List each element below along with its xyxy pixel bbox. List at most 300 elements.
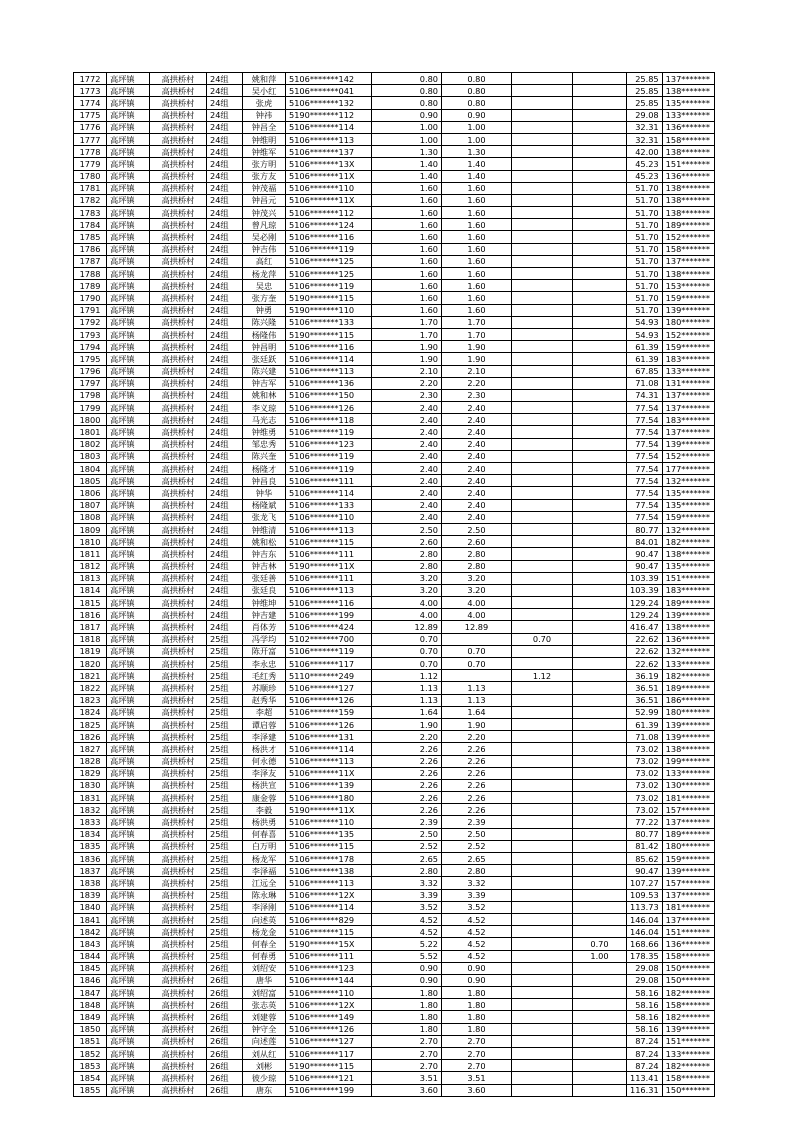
phone-cell: 137******* (662, 426, 714, 438)
area-total-cell: 1.40 (372, 170, 442, 182)
area-c-cell (573, 511, 627, 523)
area-c-cell (573, 779, 627, 791)
area-total-cell: 1.60 (372, 231, 442, 243)
table-row (74, 755, 715, 767)
area-c-cell (573, 304, 627, 316)
name-cell: 张龙飞 (243, 511, 286, 523)
seq-no-cell: 1773 (74, 85, 107, 97)
village-cell: 高拱桥村 (150, 1035, 207, 1047)
area-a-cell: 1.60 (442, 231, 512, 243)
amount-cell: 77.54 (627, 438, 663, 450)
area-total-cell: 2.30 (372, 389, 442, 401)
group-cell: 24组 (207, 182, 243, 194)
area-c-cell (573, 706, 627, 718)
table-row (74, 913, 715, 925)
area-b-cell (512, 755, 573, 767)
name-cell: 杨洪勇 (243, 816, 286, 828)
group-cell: 24组 (207, 389, 243, 401)
table-row (74, 463, 715, 475)
area-total-cell: 2.80 (372, 560, 442, 572)
town-cell: 高坪镇 (107, 840, 150, 852)
area-b-cell (512, 609, 573, 621)
area-b-cell (512, 194, 573, 206)
town-cell: 高坪镇 (107, 304, 150, 316)
name-cell: 赵秀华 (243, 694, 286, 706)
id-number-cell: 5106*******114 (286, 487, 372, 499)
table-row (74, 633, 715, 645)
village-cell: 高拱桥村 (150, 548, 207, 560)
phone-cell: 133******* (662, 1048, 714, 1060)
name-cell: 曾凡琼 (243, 219, 286, 231)
town-cell: 高坪镇 (107, 853, 150, 865)
amount-cell: 29.08 (627, 974, 663, 986)
town-cell: 高坪镇 (107, 633, 150, 645)
phone-cell: 151******* (662, 158, 714, 170)
group-cell: 24组 (207, 146, 243, 158)
area-b-cell (512, 828, 573, 840)
area-c-cell (573, 536, 627, 548)
name-cell: 姚和萍 (243, 73, 286, 85)
area-c-cell (573, 475, 627, 487)
name-cell: 彼少琼 (243, 1072, 286, 1084)
area-c-cell (573, 755, 627, 767)
phone-cell: 152******* (662, 231, 714, 243)
area-total-cell: 1.13 (372, 694, 442, 706)
phone-cell: 189******* (662, 828, 714, 840)
seq-no-cell: 1781 (74, 182, 107, 194)
group-cell: 25组 (207, 682, 243, 694)
seq-no-cell: 1834 (74, 828, 107, 840)
seq-no-cell: 1804 (74, 463, 107, 475)
town-cell: 高坪镇 (107, 1048, 150, 1060)
name-cell: 钟吉伟 (243, 243, 286, 255)
name-cell: 唐东 (243, 1084, 286, 1096)
phone-cell: 151******* (662, 926, 714, 938)
amount-cell: 74.31 (627, 389, 663, 401)
area-a-cell: 2.30 (442, 389, 512, 401)
town-cell: 高坪镇 (107, 243, 150, 255)
area-a-cell: 1.60 (442, 304, 512, 316)
area-c-cell (573, 913, 627, 925)
amount-cell: 67.85 (627, 365, 663, 377)
name-cell: 陈兴奎 (243, 450, 286, 462)
area-b-cell (512, 438, 573, 450)
name-cell: 李永忠 (243, 658, 286, 670)
name-cell: 李毅 (243, 804, 286, 816)
village-cell: 高拱桥村 (150, 73, 207, 85)
table-row (74, 170, 715, 182)
phone-cell: 136******* (662, 170, 714, 182)
area-total-cell: 0.80 (372, 85, 442, 97)
seq-no-cell: 1803 (74, 450, 107, 462)
area-c-cell (573, 548, 627, 560)
village-cell: 高拱桥村 (150, 85, 207, 97)
seq-no-cell: 1821 (74, 670, 107, 682)
area-total-cell: 2.26 (372, 743, 442, 755)
seq-no-cell: 1797 (74, 377, 107, 389)
group-cell: 24组 (207, 560, 243, 572)
village-cell: 高拱桥村 (150, 682, 207, 694)
town-cell: 高坪镇 (107, 487, 150, 499)
name-cell: 吴必刚 (243, 231, 286, 243)
amount-cell: 61.39 (627, 341, 663, 353)
phone-cell: 182******* (662, 1060, 714, 1072)
area-b-cell (512, 840, 573, 852)
area-a-cell: 2.50 (442, 523, 512, 535)
name-cell: 刘彬 (243, 1060, 286, 1072)
town-cell: 高坪镇 (107, 1035, 150, 1047)
phone-cell: 137******* (662, 73, 714, 85)
phone-cell: 159******* (662, 511, 714, 523)
village-cell: 高拱桥村 (150, 158, 207, 170)
area-c-cell (573, 682, 627, 694)
village-cell: 高拱桥村 (150, 731, 207, 743)
name-cell: 钟守全 (243, 1023, 286, 1035)
village-cell: 高拱桥村 (150, 109, 207, 121)
name-cell: 高红 (243, 255, 286, 267)
area-c-cell (573, 438, 627, 450)
town-cell: 高坪镇 (107, 682, 150, 694)
name-cell: 何春喜 (243, 828, 286, 840)
area-a-cell: 3.39 (442, 889, 512, 901)
group-cell: 25组 (207, 670, 243, 682)
id-number-cell: 5106*******126 (286, 694, 372, 706)
area-b-cell (512, 231, 573, 243)
village-cell: 高拱桥村 (150, 913, 207, 925)
id-number-cell: 5106*******12X (286, 999, 372, 1011)
id-number-cell: 5106*******111 (286, 548, 372, 560)
area-a-cell: 1.60 (442, 219, 512, 231)
table-row (74, 1060, 715, 1072)
village-cell: 高拱桥村 (150, 304, 207, 316)
amount-cell: 29.08 (627, 962, 663, 974)
area-b-cell (512, 304, 573, 316)
group-cell: 25组 (207, 645, 243, 657)
id-number-cell: 5106*******12X (286, 889, 372, 901)
area-a-cell: 3.60 (442, 1084, 512, 1096)
group-cell: 24组 (207, 73, 243, 85)
area-b-cell (512, 999, 573, 1011)
group-cell: 25组 (207, 694, 243, 706)
town-cell: 高坪镇 (107, 97, 150, 109)
amount-cell: 29.08 (627, 109, 663, 121)
town-cell: 高坪镇 (107, 1023, 150, 1035)
amount-cell: 84.01 (627, 536, 663, 548)
group-cell: 25组 (207, 926, 243, 938)
village-cell: 高拱桥村 (150, 121, 207, 133)
group-cell: 24组 (207, 450, 243, 462)
group-cell: 24组 (207, 219, 243, 231)
name-cell: 何春全 (243, 938, 286, 950)
town-cell: 高坪镇 (107, 743, 150, 755)
phone-cell: 138******* (662, 621, 714, 633)
area-a-cell: 1.90 (442, 353, 512, 365)
name-cell: 陈开富 (243, 645, 286, 657)
town-cell: 高坪镇 (107, 463, 150, 475)
table-row (74, 73, 715, 85)
area-c-cell (573, 97, 627, 109)
name-cell: 张廷跃 (243, 353, 286, 365)
area-b-cell (512, 950, 573, 962)
area-total-cell: 2.80 (372, 865, 442, 877)
town-cell: 高坪镇 (107, 402, 150, 414)
area-c-cell (573, 1023, 627, 1035)
area-a-cell: 2.70 (442, 1035, 512, 1047)
area-total-cell: 2.26 (372, 755, 442, 767)
table-row (74, 231, 715, 243)
town-cell: 高坪镇 (107, 499, 150, 511)
village-cell: 高拱桥村 (150, 621, 207, 633)
area-a-cell: 3.51 (442, 1072, 512, 1084)
name-cell: 向述莲 (243, 1035, 286, 1047)
name-cell: 钟吉建 (243, 609, 286, 621)
area-a-cell: 1.60 (442, 243, 512, 255)
village-cell: 高拱桥村 (150, 1084, 207, 1096)
id-number-cell: 5190*******110 (286, 304, 372, 316)
table-row (74, 645, 715, 657)
area-total-cell: 2.40 (372, 426, 442, 438)
area-b-cell (512, 1084, 573, 1096)
village-cell: 高拱桥村 (150, 450, 207, 462)
name-cell: 谭启蓉 (243, 718, 286, 730)
village-cell: 高拱桥村 (150, 170, 207, 182)
id-number-cell: 5106*******13X (286, 158, 372, 170)
area-c-cell (573, 292, 627, 304)
name-cell: 杨龙军 (243, 853, 286, 865)
area-a-cell: 2.40 (442, 463, 512, 475)
seq-no-cell: 1772 (74, 73, 107, 85)
area-a-cell: 1.40 (442, 170, 512, 182)
area-b-cell (512, 779, 573, 791)
id-number-cell: 5106*******111 (286, 950, 372, 962)
town-cell: 高坪镇 (107, 365, 150, 377)
seq-no-cell: 1812 (74, 560, 107, 572)
area-c-cell (573, 353, 627, 365)
table-row (74, 658, 715, 670)
table-row (74, 511, 715, 523)
area-a-cell: 2.40 (442, 511, 512, 523)
table-row (74, 706, 715, 718)
group-cell: 26组 (207, 987, 243, 999)
area-b-cell (512, 280, 573, 292)
name-cell: 杨龙萍 (243, 268, 286, 280)
amount-cell: 51.70 (627, 280, 663, 292)
area-c-cell (573, 280, 627, 292)
area-b-cell (512, 450, 573, 462)
id-number-cell: 5106*******114 (286, 353, 372, 365)
town-cell: 高坪镇 (107, 877, 150, 889)
table-row (74, 316, 715, 328)
area-b-cell (512, 475, 573, 487)
area-c-cell (573, 426, 627, 438)
town-cell: 高坪镇 (107, 292, 150, 304)
name-cell: 白万明 (243, 840, 286, 852)
id-number-cell: 5106*******178 (286, 853, 372, 865)
area-a-cell: 2.65 (442, 853, 512, 865)
area-c-cell (573, 694, 627, 706)
seq-no-cell: 1796 (74, 365, 107, 377)
name-cell: 钟昌良 (243, 475, 286, 487)
area-a-cell: 1.60 (442, 255, 512, 267)
area-total-cell: 1.40 (372, 158, 442, 170)
village-cell: 高拱桥村 (150, 402, 207, 414)
town-cell: 高坪镇 (107, 475, 150, 487)
name-cell: 钟昌元 (243, 194, 286, 206)
village-cell: 高拱桥村 (150, 316, 207, 328)
area-c-cell (573, 328, 627, 340)
phone-cell: 139******* (662, 438, 714, 450)
phone-cell: 158******* (662, 999, 714, 1011)
group-cell: 24组 (207, 207, 243, 219)
amount-cell: 52.99 (627, 706, 663, 718)
name-cell: 康金蓉 (243, 792, 286, 804)
table-row (74, 328, 715, 340)
area-c-cell (573, 365, 627, 377)
area-total-cell: 4.52 (372, 913, 442, 925)
table-row (74, 97, 715, 109)
village-cell: 高拱桥村 (150, 938, 207, 950)
id-number-cell: 5190*******115 (286, 292, 372, 304)
area-c-cell: 0.70 (573, 938, 627, 950)
area-a-cell: 2.40 (442, 475, 512, 487)
group-cell: 26组 (207, 1048, 243, 1060)
seq-no-cell: 1824 (74, 706, 107, 718)
area-a-cell: 2.10 (442, 365, 512, 377)
id-number-cell: 5106*******133 (286, 316, 372, 328)
area-total-cell: 3.51 (372, 1072, 442, 1084)
area-c-cell (573, 999, 627, 1011)
table-row (74, 402, 715, 414)
id-number-cell: 5106*******142 (286, 73, 372, 85)
table-row (74, 926, 715, 938)
area-total-cell: 12.89 (372, 621, 442, 633)
area-a-cell: 2.40 (442, 487, 512, 499)
area-c-cell (573, 731, 627, 743)
amount-cell: 32.31 (627, 133, 663, 145)
seq-no-cell: 1776 (74, 121, 107, 133)
name-cell: 钟茂兴 (243, 207, 286, 219)
area-b-cell (512, 548, 573, 560)
phone-cell: 138******* (662, 182, 714, 194)
amount-cell: 168.66 (627, 938, 663, 950)
table-row (74, 219, 715, 231)
phone-cell: 183******* (662, 353, 714, 365)
table-row (74, 377, 715, 389)
seq-no-cell: 1844 (74, 950, 107, 962)
area-b-cell (512, 1023, 573, 1035)
area-c-cell (573, 158, 627, 170)
name-cell: 何春勇 (243, 950, 286, 962)
town-cell: 高坪镇 (107, 816, 150, 828)
name-cell: 吴忠 (243, 280, 286, 292)
area-b-cell (512, 682, 573, 694)
seq-no-cell: 1813 (74, 572, 107, 584)
group-cell: 24组 (207, 377, 243, 389)
amount-cell: 77.54 (627, 475, 663, 487)
amount-cell: 77.22 (627, 816, 663, 828)
id-number-cell: 5106*******150 (286, 389, 372, 401)
amount-cell: 73.02 (627, 804, 663, 816)
seq-no-cell: 1810 (74, 536, 107, 548)
group-cell: 25组 (207, 755, 243, 767)
area-b-cell (512, 1048, 573, 1060)
town-cell: 高坪镇 (107, 133, 150, 145)
name-cell: 李泽建 (243, 731, 286, 743)
amount-cell: 51.70 (627, 182, 663, 194)
area-a-cell: 1.60 (442, 194, 512, 206)
group-cell: 25组 (207, 633, 243, 645)
area-a-cell: 2.80 (442, 548, 512, 560)
area-a-cell: 1.90 (442, 718, 512, 730)
amount-cell: 45.23 (627, 170, 663, 182)
phone-cell: 151******* (662, 572, 714, 584)
village-cell: 高拱桥村 (150, 438, 207, 450)
phone-cell: 139******* (662, 609, 714, 621)
phone-cell: 183******* (662, 414, 714, 426)
area-a-cell: 1.80 (442, 987, 512, 999)
id-number-cell: 5106*******124 (286, 219, 372, 231)
village-cell: 高拱桥村 (150, 804, 207, 816)
seq-no-cell: 1788 (74, 268, 107, 280)
area-b-cell (512, 511, 573, 523)
group-cell: 25组 (207, 865, 243, 877)
town-cell: 高坪镇 (107, 511, 150, 523)
area-c-cell (573, 133, 627, 145)
town-cell: 高坪镇 (107, 536, 150, 548)
id-number-cell: 5106*******116 (286, 231, 372, 243)
town-cell: 高坪镇 (107, 353, 150, 365)
amount-cell: 36.51 (627, 694, 663, 706)
phone-cell: 138******* (662, 85, 714, 97)
town-cell: 高坪镇 (107, 609, 150, 621)
group-cell: 24组 (207, 438, 243, 450)
id-number-cell: 5106*******126 (286, 402, 372, 414)
amount-cell: 61.39 (627, 353, 663, 365)
id-number-cell: 5190*******11X (286, 804, 372, 816)
area-b-cell (512, 133, 573, 145)
town-cell: 高坪镇 (107, 438, 150, 450)
table-row (74, 694, 715, 706)
area-total-cell: 2.39 (372, 816, 442, 828)
town-cell: 高坪镇 (107, 158, 150, 170)
area-c-cell (573, 1035, 627, 1047)
village-cell: 高拱桥村 (150, 536, 207, 548)
phone-cell: 189******* (662, 682, 714, 694)
town-cell: 高坪镇 (107, 901, 150, 913)
name-cell: 李泽刚 (243, 901, 286, 913)
area-total-cell: 4.00 (372, 597, 442, 609)
phone-cell: 133******* (662, 365, 714, 377)
name-cell: 张方奎 (243, 292, 286, 304)
town-cell: 高坪镇 (107, 73, 150, 85)
id-number-cell: 5106*******123 (286, 962, 372, 974)
area-c-cell (573, 207, 627, 219)
area-b-cell (512, 804, 573, 816)
name-cell: 陈永琳 (243, 889, 286, 901)
table-row (74, 950, 715, 962)
town-cell: 高坪镇 (107, 755, 150, 767)
village-cell: 高拱桥村 (150, 645, 207, 657)
table-row (74, 341, 715, 353)
amount-cell: 45.23 (627, 158, 663, 170)
area-a-cell: 2.39 (442, 816, 512, 828)
area-a-cell: 2.40 (442, 438, 512, 450)
town-cell: 高坪镇 (107, 974, 150, 986)
area-total-cell: 1.60 (372, 255, 442, 267)
area-a-cell: 1.13 (442, 694, 512, 706)
area-a-cell: 2.70 (442, 1060, 512, 1072)
area-b-cell (512, 597, 573, 609)
